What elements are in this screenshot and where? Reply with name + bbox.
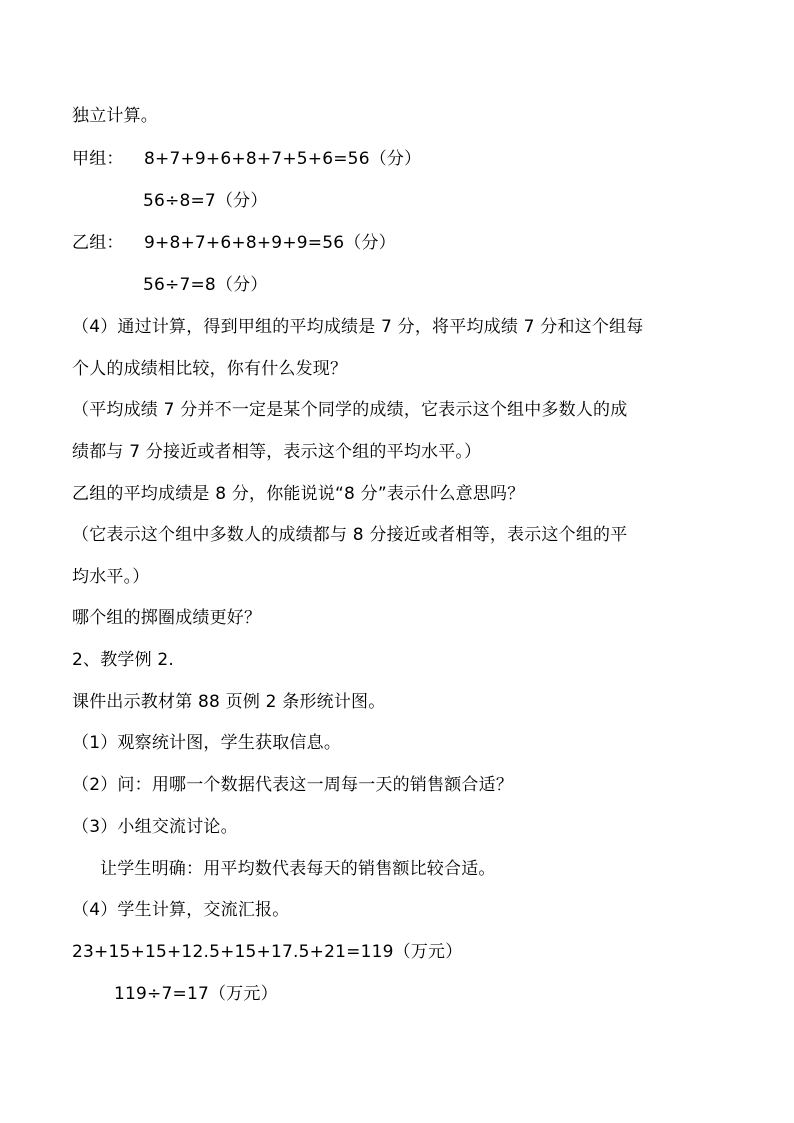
group-a-sum-formula: 8+7+9+6+8+7+5+6=56（分） (144, 149, 422, 169)
text-line-show-bar-chart: 课件出示教材第 88 页例 2 条形统计图。 (72, 692, 386, 712)
text-line-answer-7-cont: 绩都与 7 分接近或者相等，表示这个组的平均水平。） (72, 442, 482, 462)
text-line-group-b-question: 乙组的平均成绩是 8 分，你能说说“8 分”表示什么意思吗？ (72, 484, 525, 504)
text-line-sales-average: 119÷7=17（万元） (114, 984, 278, 1004)
section-heading-example-2: 2、教学例 2. (72, 650, 175, 670)
group-b-label: 乙组： (72, 233, 124, 253)
text-line-step4-question: （4）通过计算，得到甲组的平均成绩是 7 分，将平均成绩 7 分和这个组每 (72, 317, 644, 337)
text-line-clarify-average: 让学生明确：用平均数代表每天的销售额比较合适。 (100, 859, 496, 879)
group-b-sum-formula: 9+8+7+6+8+9+9=56（分） (144, 233, 396, 253)
text-line-step3-discuss: （3）小组交流讨论。 (72, 817, 238, 837)
text-line-step4-question-cont: 个人的成绩相比较，你有什么发现？ (72, 359, 348, 379)
text-line-step1-observe: （1）观察统计图，学生获取信息。 (72, 733, 342, 753)
text-line-answer-8-cont: 均水平。） (72, 567, 150, 587)
text-line-group-b-sum (72, 231, 396, 255)
text-line-step2-question: （2）问：用哪一个数据代表这一周每一天的销售额合适？ (72, 775, 514, 795)
text-line-independent-calc: 独立计算。 (72, 106, 158, 126)
text-line-group-a-average: 56÷8=7（分） (143, 191, 268, 211)
text-line-group-a-sum (72, 147, 421, 171)
text-line-sales-sum: 23+15+15+12.5+15+17.5+21=119（万元） (72, 942, 463, 962)
text-line-group-b-average: 56÷7=8（分） (143, 275, 268, 295)
text-line-which-group-better: 哪个组的掷圈成绩更好？ (72, 608, 262, 628)
text-line-step4-calculate: （4）学生计算，交流汇报。 (72, 900, 290, 920)
text-line-answer-8: （它表示这个组中多数人的成绩都与 8 分接近或者相等，表示这个组的平 (72, 525, 628, 545)
text-line-answer-7: （平均成绩 7 分并不一定是某个同学的成绩，它表示这个组中多数人的成 (72, 400, 628, 420)
group-a-label: 甲组： (72, 149, 124, 169)
